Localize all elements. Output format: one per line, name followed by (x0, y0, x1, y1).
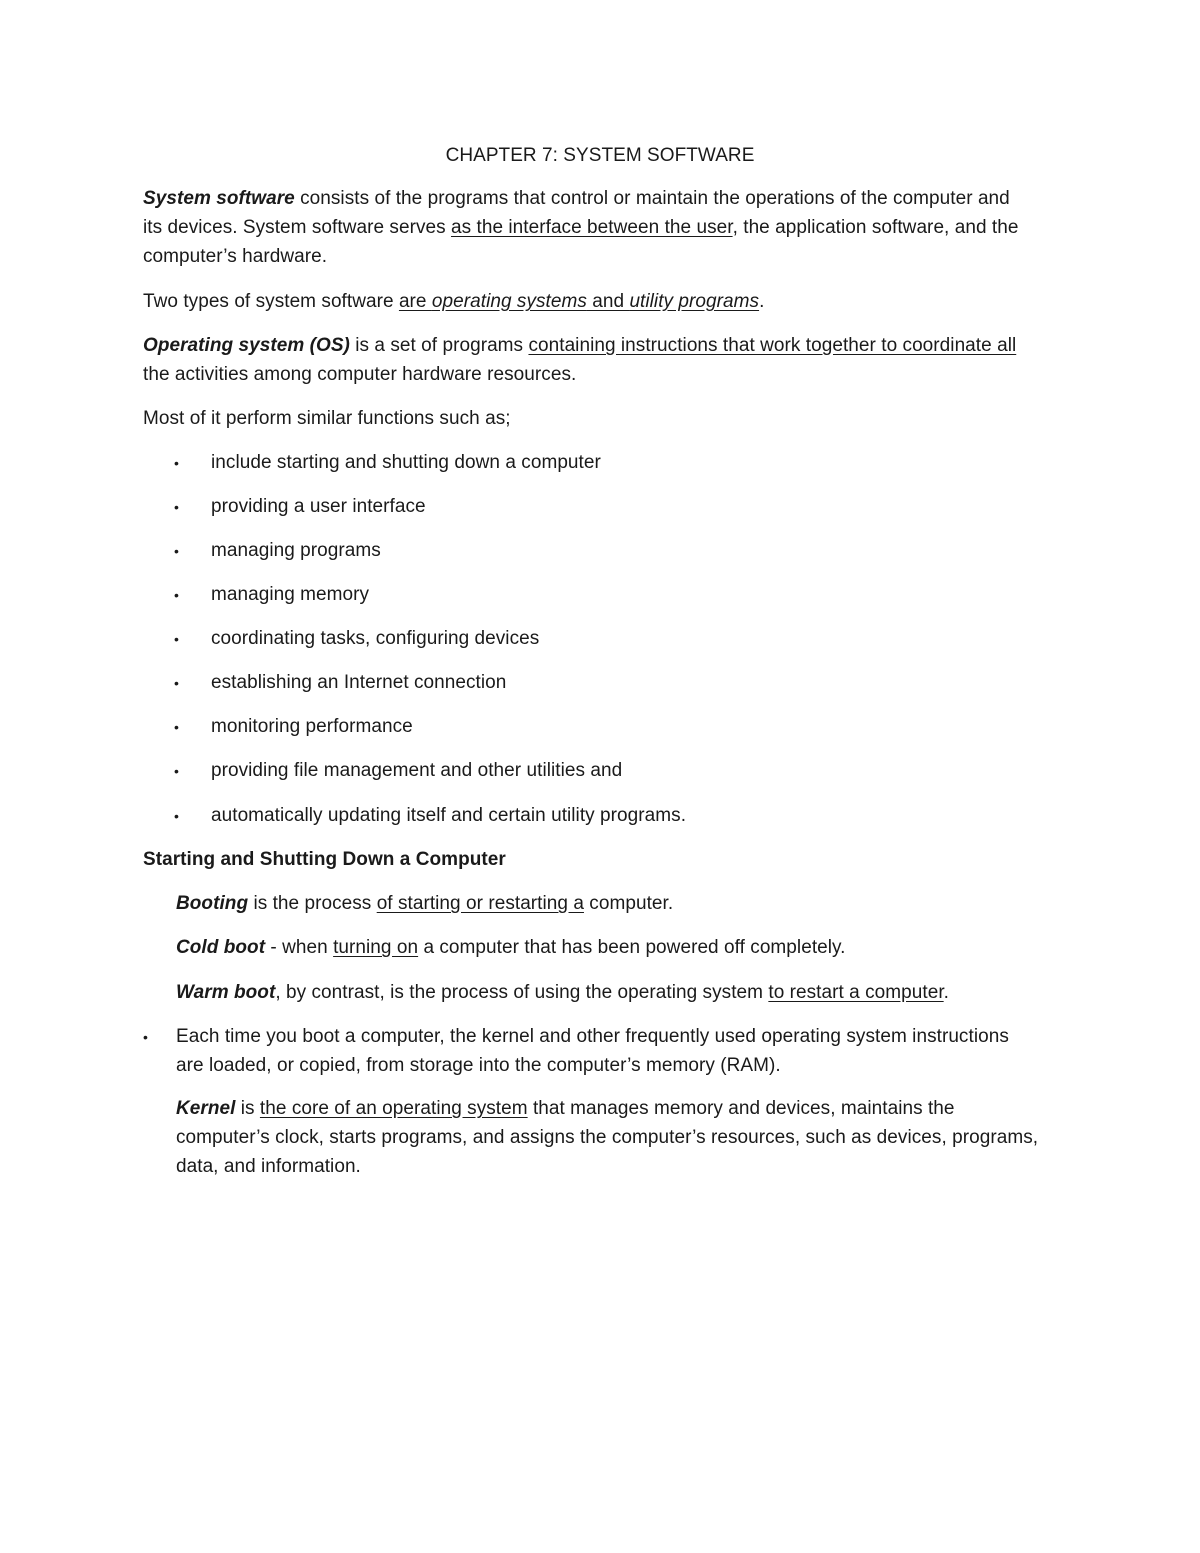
underlined-text: the core of an operating system (259, 1098, 528, 1119)
booting-definition (176, 892, 673, 916)
text: is (235, 1098, 260, 1119)
term-system-software: System software (143, 188, 295, 209)
underlined-text: to restart a computer (768, 982, 944, 1003)
text: . (759, 291, 765, 312)
bullet-icon: • (174, 808, 179, 824)
boot-note-line-1: Each time you boot a computer, the kernel and other frequently used operating system instructions (176, 1026, 1009, 1047)
underlined-italic-text: utility programs (629, 291, 760, 312)
underlined-text: are (398, 291, 432, 312)
text: , the application software, and the (732, 217, 1019, 238)
types-paragraph (143, 290, 764, 314)
kernel-definition-line-2: computer’s clock, starts programs, and assigns the computer’s resources, such as devices, programs, (176, 1127, 1039, 1148)
warm-boot-definition (176, 981, 949, 1005)
bullet-icon: • (174, 543, 179, 559)
list-item: coordinating tasks, configuring devices (211, 628, 540, 649)
term-warm-boot: Warm boot (176, 982, 276, 1003)
list-item: providing file management and other utilities and (211, 760, 623, 781)
underlined-italic-text: operating systems (431, 291, 587, 312)
text: a computer that has been powered off completely. (418, 937, 846, 958)
underlined-text: of starting or restarting a (376, 893, 584, 914)
term-operating-system: Operating system (OS) (143, 335, 350, 356)
list-item: monitoring performance (211, 716, 413, 737)
underlined-text: containing instructions that work together to coordinate all (528, 335, 1017, 356)
text: , by contrast, is the process of using the operating system (275, 982, 769, 1003)
kernel-definition-line-3: data, and information. (176, 1156, 361, 1177)
system-software-para-line-2 (143, 216, 1018, 240)
bullet-icon: • (174, 675, 179, 691)
boot-note-line-2: are loaded, or copied, from storage into the computer’s memory (RAM). (176, 1055, 781, 1076)
text: Two types of system software (143, 291, 399, 312)
underlined-text: turning on (333, 937, 419, 958)
os-para-line-1 (143, 334, 1016, 358)
list-item: providing a user interface (211, 496, 426, 517)
text: consists of the programs that control or maintain the operations of the computer and (294, 188, 1010, 209)
text: its devices. System software serves (143, 217, 452, 238)
bullet-icon: • (174, 719, 179, 735)
text: computer. (583, 893, 674, 914)
list-item: managing programs (211, 540, 381, 561)
bullet-icon: • (174, 455, 179, 471)
system-software-para-line-1 (143, 187, 1010, 211)
bullet-icon: • (143, 1029, 148, 1045)
list-item: automatically updating itself and certain utility programs. (211, 805, 687, 826)
bullet-icon: • (174, 499, 179, 515)
term-kernel: Kernel (176, 1098, 236, 1119)
system-software-para-line-3: computer’s hardware. (143, 246, 328, 267)
list-item: establishing an Internet connection (211, 672, 507, 693)
text: that manages memory and devices, maintains the (527, 1098, 955, 1119)
underlined-text: as the interface between the user (451, 217, 733, 238)
bullet-icon: • (174, 763, 179, 779)
kernel-definition-line-1 (176, 1097, 955, 1121)
term-cold-boot: Cold boot (176, 937, 266, 958)
os-para-line-2: the activities among computer hardware resources. (143, 364, 577, 385)
text: - when (265, 937, 334, 958)
cold-boot-definition (176, 936, 846, 960)
functions-intro: Most of it perform similar functions such as; (143, 408, 511, 429)
term-booting: Booting (176, 893, 249, 914)
underlined-text: and (586, 291, 630, 312)
list-item: managing memory (211, 584, 370, 605)
chapter-title: CHAPTER 7: SYSTEM SOFTWARE (445, 145, 755, 166)
section-heading: Starting and Shutting Down a Computer (143, 849, 506, 870)
list-item: include starting and shutting down a computer (211, 452, 601, 473)
text: . (943, 982, 949, 1003)
bullet-icon: • (174, 631, 179, 647)
bullet-icon: • (174, 587, 179, 603)
text: is the process (248, 893, 377, 914)
text: is a set of programs (349, 335, 529, 356)
